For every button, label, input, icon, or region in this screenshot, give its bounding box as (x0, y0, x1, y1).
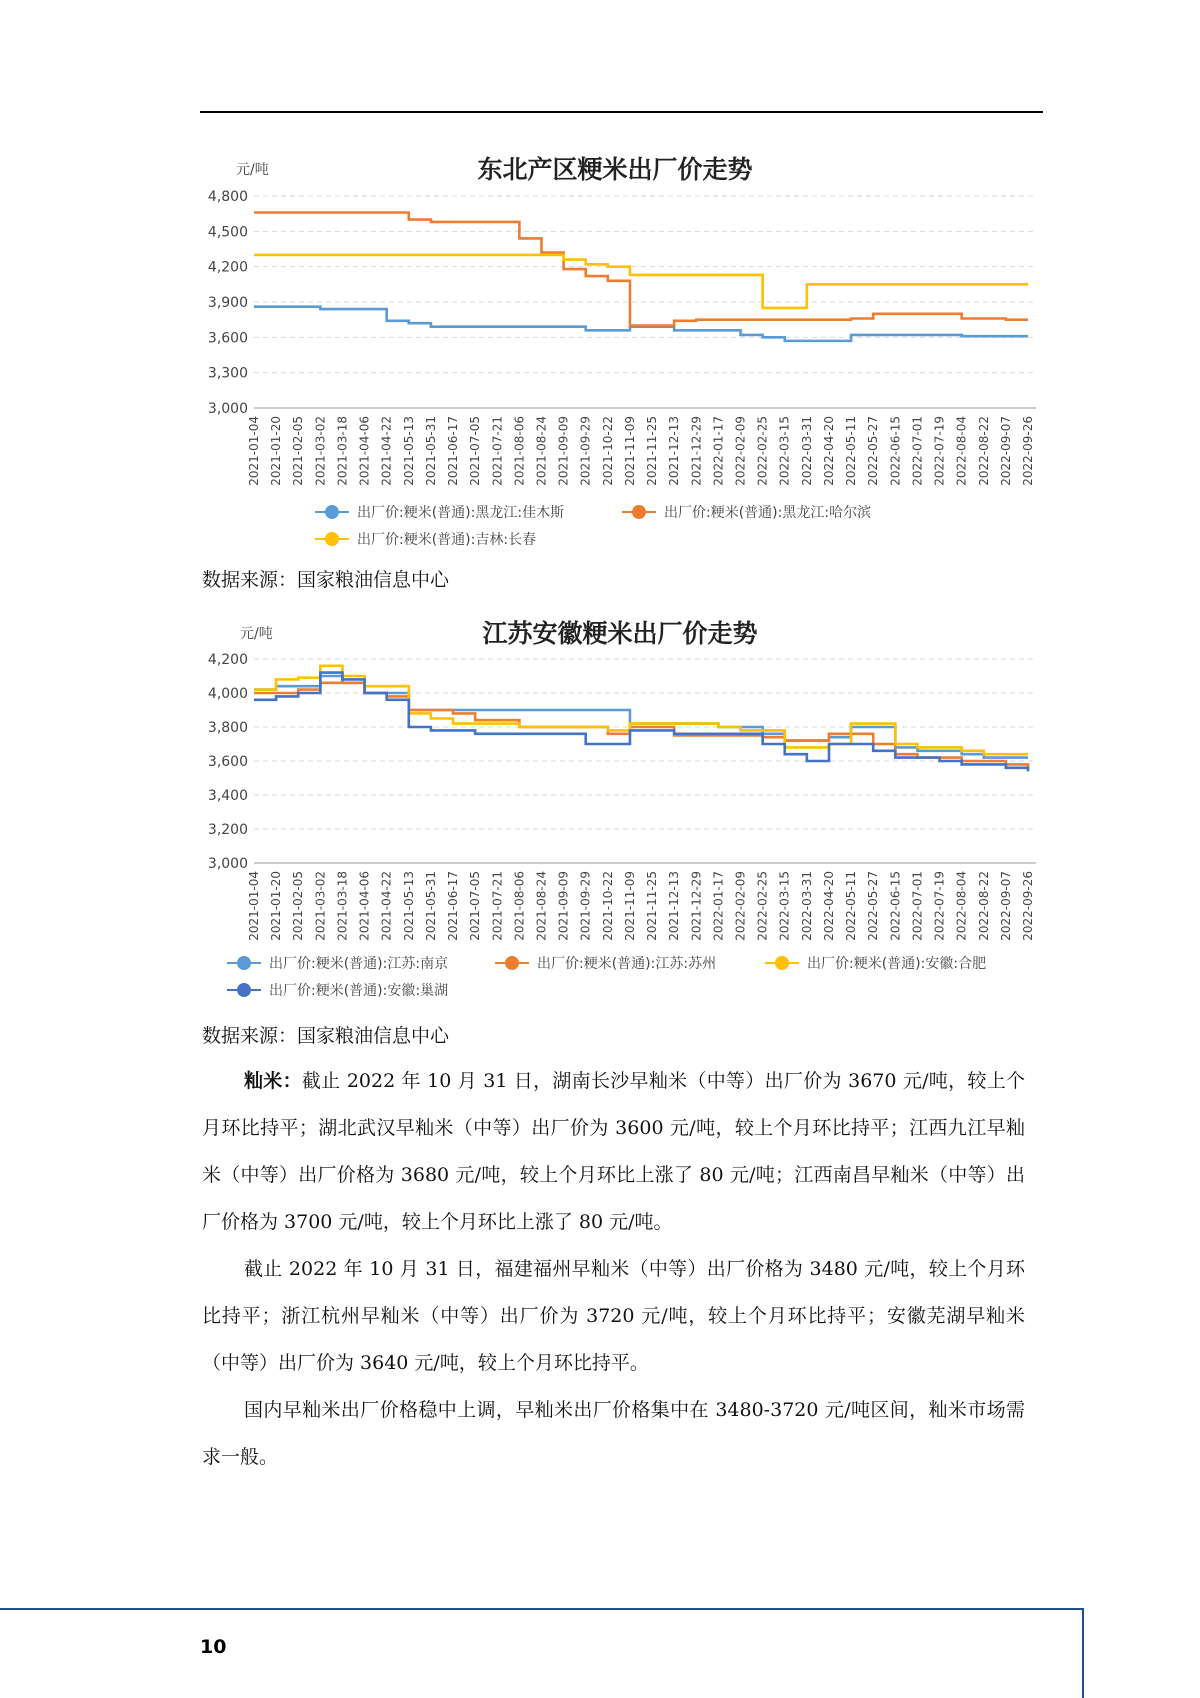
paragraph-2 (202, 1246, 1025, 1387)
chart1-xtick-label: 2021-02-05 (291, 416, 306, 486)
chart2-ytick-label: 4,000 (207, 686, 248, 702)
chart2-xtick-label: 2021-04-06 (357, 871, 372, 941)
chart2-xtick-label: 2022-03-15 (777, 871, 792, 941)
footer-vertical-rule (1082, 1608, 1084, 1698)
chart2-xtick-label: 2022-09-07 (998, 871, 1013, 941)
chart1-xtick-label: 2021-05-13 (401, 416, 416, 486)
paragraph-2-text: 截止 2022 年 10 月 31 日，福建福州早籼米（中等）出厂价格为 3480 元/吨，较上个月环比持平；浙江杭州早籼米（中等）出厂价为 3720 元/吨，较上个月环比持平；安徽芜湖早籼米（中等）出厂价为 3640 元/吨，较上个月环比持平。 (202, 1258, 1025, 1374)
chart2-ytick-label: 3,600 (207, 754, 248, 770)
chart2-xtick-label: 2021-08-24 (534, 871, 549, 941)
chart2-ytick-label: 3,200 (207, 822, 248, 838)
chart2-xtick-label: 2021-03-18 (335, 871, 350, 941)
chart2-legend-label-2: 出厂价:粳米(普通):江苏:苏州 (537, 956, 717, 972)
chart2-xtick-label: 2021-05-31 (423, 871, 438, 941)
chart2-legend-marker-1 (237, 956, 251, 970)
chart1-legend-marker-3 (325, 532, 339, 546)
chart1-xtick-label: 2021-09-29 (578, 416, 593, 486)
chart2-xtick-label: 2022-09-26 (1021, 871, 1035, 941)
chart1-xtick-label: 2022-02-09 (733, 416, 748, 486)
chart1-xtick-label: 2022-07-19 (932, 416, 947, 486)
chart1-ytick-label: 3,900 (207, 295, 248, 311)
body-text (202, 1058, 1025, 1481)
chart2-xtick-label: 2022-07-01 (910, 871, 925, 941)
chart2-xtick-label: 2021-04-22 (379, 871, 394, 941)
page-number: 10 (200, 1636, 227, 1658)
chart1-title: 东北产区粳米出厂价走势 (477, 155, 753, 184)
chart1-xtick-label: 2021-06-17 (446, 416, 461, 486)
chart1-ytick-label: 3,600 (207, 330, 248, 347)
paragraph-3-text: 国内早籼米出厂价格稳中上调，早籼米出厂价格集中在 3480-3720 元/吨区间，籼米市场需求一般。 (202, 1399, 1025, 1468)
chart2-series-line-2 (254, 683, 1028, 768)
chart2-xtick-label: 2021-10-22 (600, 871, 615, 941)
chart1-xtick-label: 2021-01-20 (269, 416, 284, 486)
chart2-xtick-label: 2022-08-22 (976, 871, 991, 941)
chart2-xtick-label: 2021-12-29 (689, 871, 704, 941)
chart2-series-line-3 (254, 666, 1028, 754)
chart1-xtick-label: 2021-11-25 (645, 416, 660, 486)
paragraph-1 (202, 1058, 1025, 1246)
chart2-xtick-label: 2021-09-29 (578, 871, 593, 941)
chart2-xtick-label: 2021-08-06 (512, 871, 527, 941)
chart2-xtick-label: 2021-06-17 (446, 871, 461, 941)
chart2-xtick-label: 2021-03-02 (313, 871, 328, 941)
chart1-ytick-label: 3,300 (207, 365, 248, 382)
chart2-xtick-label: 2022-05-27 (866, 871, 881, 941)
chart-jiangsu-anhui-svg (190, 604, 1050, 1014)
chart2-xtick-label: 2021-07-05 (468, 871, 483, 941)
paragraph-1-text: 截止 2022 年 10 月 31 日，湖南长沙早籼米（中等）出厂价为 3670 元/吨，较上个月环比持平；湖北武汉早籼米（中等）出厂价为 3600 元/吨，较上个月环比持平；江西九江早籼米（中等）出厂价格为 3680 元/吨，较上个月环比上涨了 80 元/吨；江西南昌早籼米（中等）出厂价格为 3700 元/吨，较上个月环比上涨了 80 元/吨。 (202, 1070, 1025, 1233)
chart1-xtick-label: 2021-04-06 (357, 416, 372, 486)
chart1-xtick-label: 2022-03-15 (777, 416, 792, 486)
chart1-xtick-label: 2022-01-17 (711, 416, 726, 486)
chart2-xtick-label: 2021-05-13 (401, 871, 416, 941)
chart2-xtick-label: 2022-01-17 (711, 871, 726, 941)
chart1-xtick-label: 2022-05-27 (866, 416, 881, 486)
chart2-ytick-label: 4,200 (207, 652, 248, 668)
chart2-legend-marker-4 (237, 983, 251, 997)
chart2-xtick-label: 2021-07-21 (490, 871, 505, 941)
chart-northeast-svg (190, 140, 1050, 560)
chart1-legend-label-1: 出厂价:粳米(普通):黑龙江:佳木斯 (357, 505, 565, 521)
paragraph-1-lead: 籼米： (244, 1070, 302, 1092)
chart2-xtick-label: 2021-01-04 (247, 871, 261, 941)
chart2-legend-label-4: 出厂价:粳米(普通):安徽:巢湖 (269, 983, 449, 999)
chart2-legend-label-3: 出厂价:粳米(普通):安徽:合肥 (807, 956, 987, 972)
chart1-xtick-label: 2021-12-13 (667, 415, 682, 486)
chart1-xtick-label: 2021-04-22 (379, 416, 394, 486)
chart1-xtick-label: 2022-02-25 (755, 416, 770, 486)
chart1-ytick-label: 4,200 (207, 259, 248, 276)
chart1-xtick-label: 2021-01-04 (247, 416, 261, 486)
chart1-xtick-label: 2022-05-11 (844, 416, 859, 486)
chart2-ylabel: 元/吨 (240, 626, 273, 642)
chart-jiangsu-anhui (190, 604, 1050, 1014)
chart1-legend-label-2: 出厂价:粳米(普通):黑龙江:哈尔滨 (664, 505, 872, 521)
chart1-xtick-label: 2021-03-02 (313, 416, 328, 486)
chart2-xtick-label: 2022-03-31 (799, 871, 814, 941)
chart1-xtick-label: 2021-05-31 (423, 416, 438, 486)
chart2-ytick-label: 3,400 (207, 788, 248, 804)
chart2-xtick-label: 2021-09-09 (556, 871, 571, 941)
chart-jiangsu-anhui-source: 数据来源：国家粮油信息中心 (202, 1025, 450, 1047)
chart1-legend-marker-2 (632, 505, 646, 519)
chart1-xtick-label: 2022-03-31 (799, 416, 814, 486)
chart2-xtick-label: 2021-11-09 (622, 871, 637, 941)
chart2-xtick-label: 2021-11-25 (645, 871, 660, 941)
chart1-xtick-label: 2022-06-15 (888, 416, 903, 486)
chart1-xtick-label: 2022-09-26 (1021, 416, 1035, 486)
chart2-legend-label-1: 出厂价:粳米(普通):江苏:南京 (269, 956, 449, 972)
chart-northeast (190, 140, 1050, 560)
chart1-xtick-label: 2022-08-22 (976, 416, 991, 486)
footer-rule (0, 1608, 1083, 1610)
chart2-xtick-label: 2021-01-20 (269, 871, 284, 941)
chart1-xtick-label: 2021-08-24 (534, 416, 549, 486)
chart2-xtick-label: 2022-06-15 (888, 871, 903, 941)
chart1-ytick-label: 4,500 (207, 224, 248, 241)
chart2-legend-marker-2 (505, 956, 519, 970)
chart1-xtick-label: 2022-08-04 (954, 416, 969, 486)
chart2-legend-marker-3 (775, 956, 789, 970)
chart1-xtick-label: 2021-08-06 (512, 416, 527, 486)
chart1-ytick-label: 4,800 (207, 189, 248, 205)
chart2-ytick-label: 3,800 (207, 720, 248, 736)
chart1-ytick-label: 3,000 (207, 401, 248, 417)
chart1-xtick-label: 2021-11-09 (622, 416, 637, 486)
chart1-xtick-label: 2022-04-20 (821, 416, 836, 486)
chart1-legend-label-3: 出厂价:粳米(普通):吉林:长春 (357, 532, 537, 548)
chart2-xtick-label: 2021-12-13 (667, 871, 682, 941)
chart1-xtick-label: 2022-07-01 (910, 416, 925, 486)
chart-northeast-source: 数据来源：国家粮油信息中心 (202, 569, 450, 591)
chart1-ylabel: 元/吨 (236, 162, 269, 178)
header-rule (200, 111, 1043, 113)
chart1-xtick-label: 2022-09-07 (998, 416, 1013, 486)
chart2-xtick-label: 2022-04-20 (821, 871, 836, 941)
chart1-xtick-label: 2021-07-05 (468, 416, 483, 486)
chart2-xtick-label: 2022-02-25 (755, 871, 770, 941)
chart2-xtick-label: 2022-02-09 (733, 871, 748, 941)
chart1-series-line-1 (254, 307, 1028, 341)
chart1-legend-marker-1 (325, 505, 339, 519)
chart1-xtick-label: 2021-12-29 (689, 416, 704, 486)
chart1-xtick-label: 2021-03-18 (335, 416, 350, 486)
chart2-xtick-label: 2022-05-11 (844, 871, 859, 941)
chart1-xtick-label: 2021-07-21 (490, 416, 505, 486)
chart2-series-line-1 (254, 676, 1028, 758)
chart1-xtick-label: 2021-09-09 (556, 416, 571, 486)
paragraph-3 (202, 1387, 1025, 1481)
chart2-xtick-label: 2022-08-04 (954, 871, 969, 941)
chart2-title: 江苏安徽粳米出厂价走势 (482, 619, 758, 648)
chart1-xtick-label: 2021-10-22 (600, 416, 615, 486)
chart2-xtick-label: 2022-07-19 (932, 871, 947, 941)
chart2-ytick-label: 3,000 (207, 856, 248, 872)
chart2-xtick-label: 2021-02-05 (291, 871, 306, 941)
chart1-series-line-3 (254, 255, 1028, 308)
